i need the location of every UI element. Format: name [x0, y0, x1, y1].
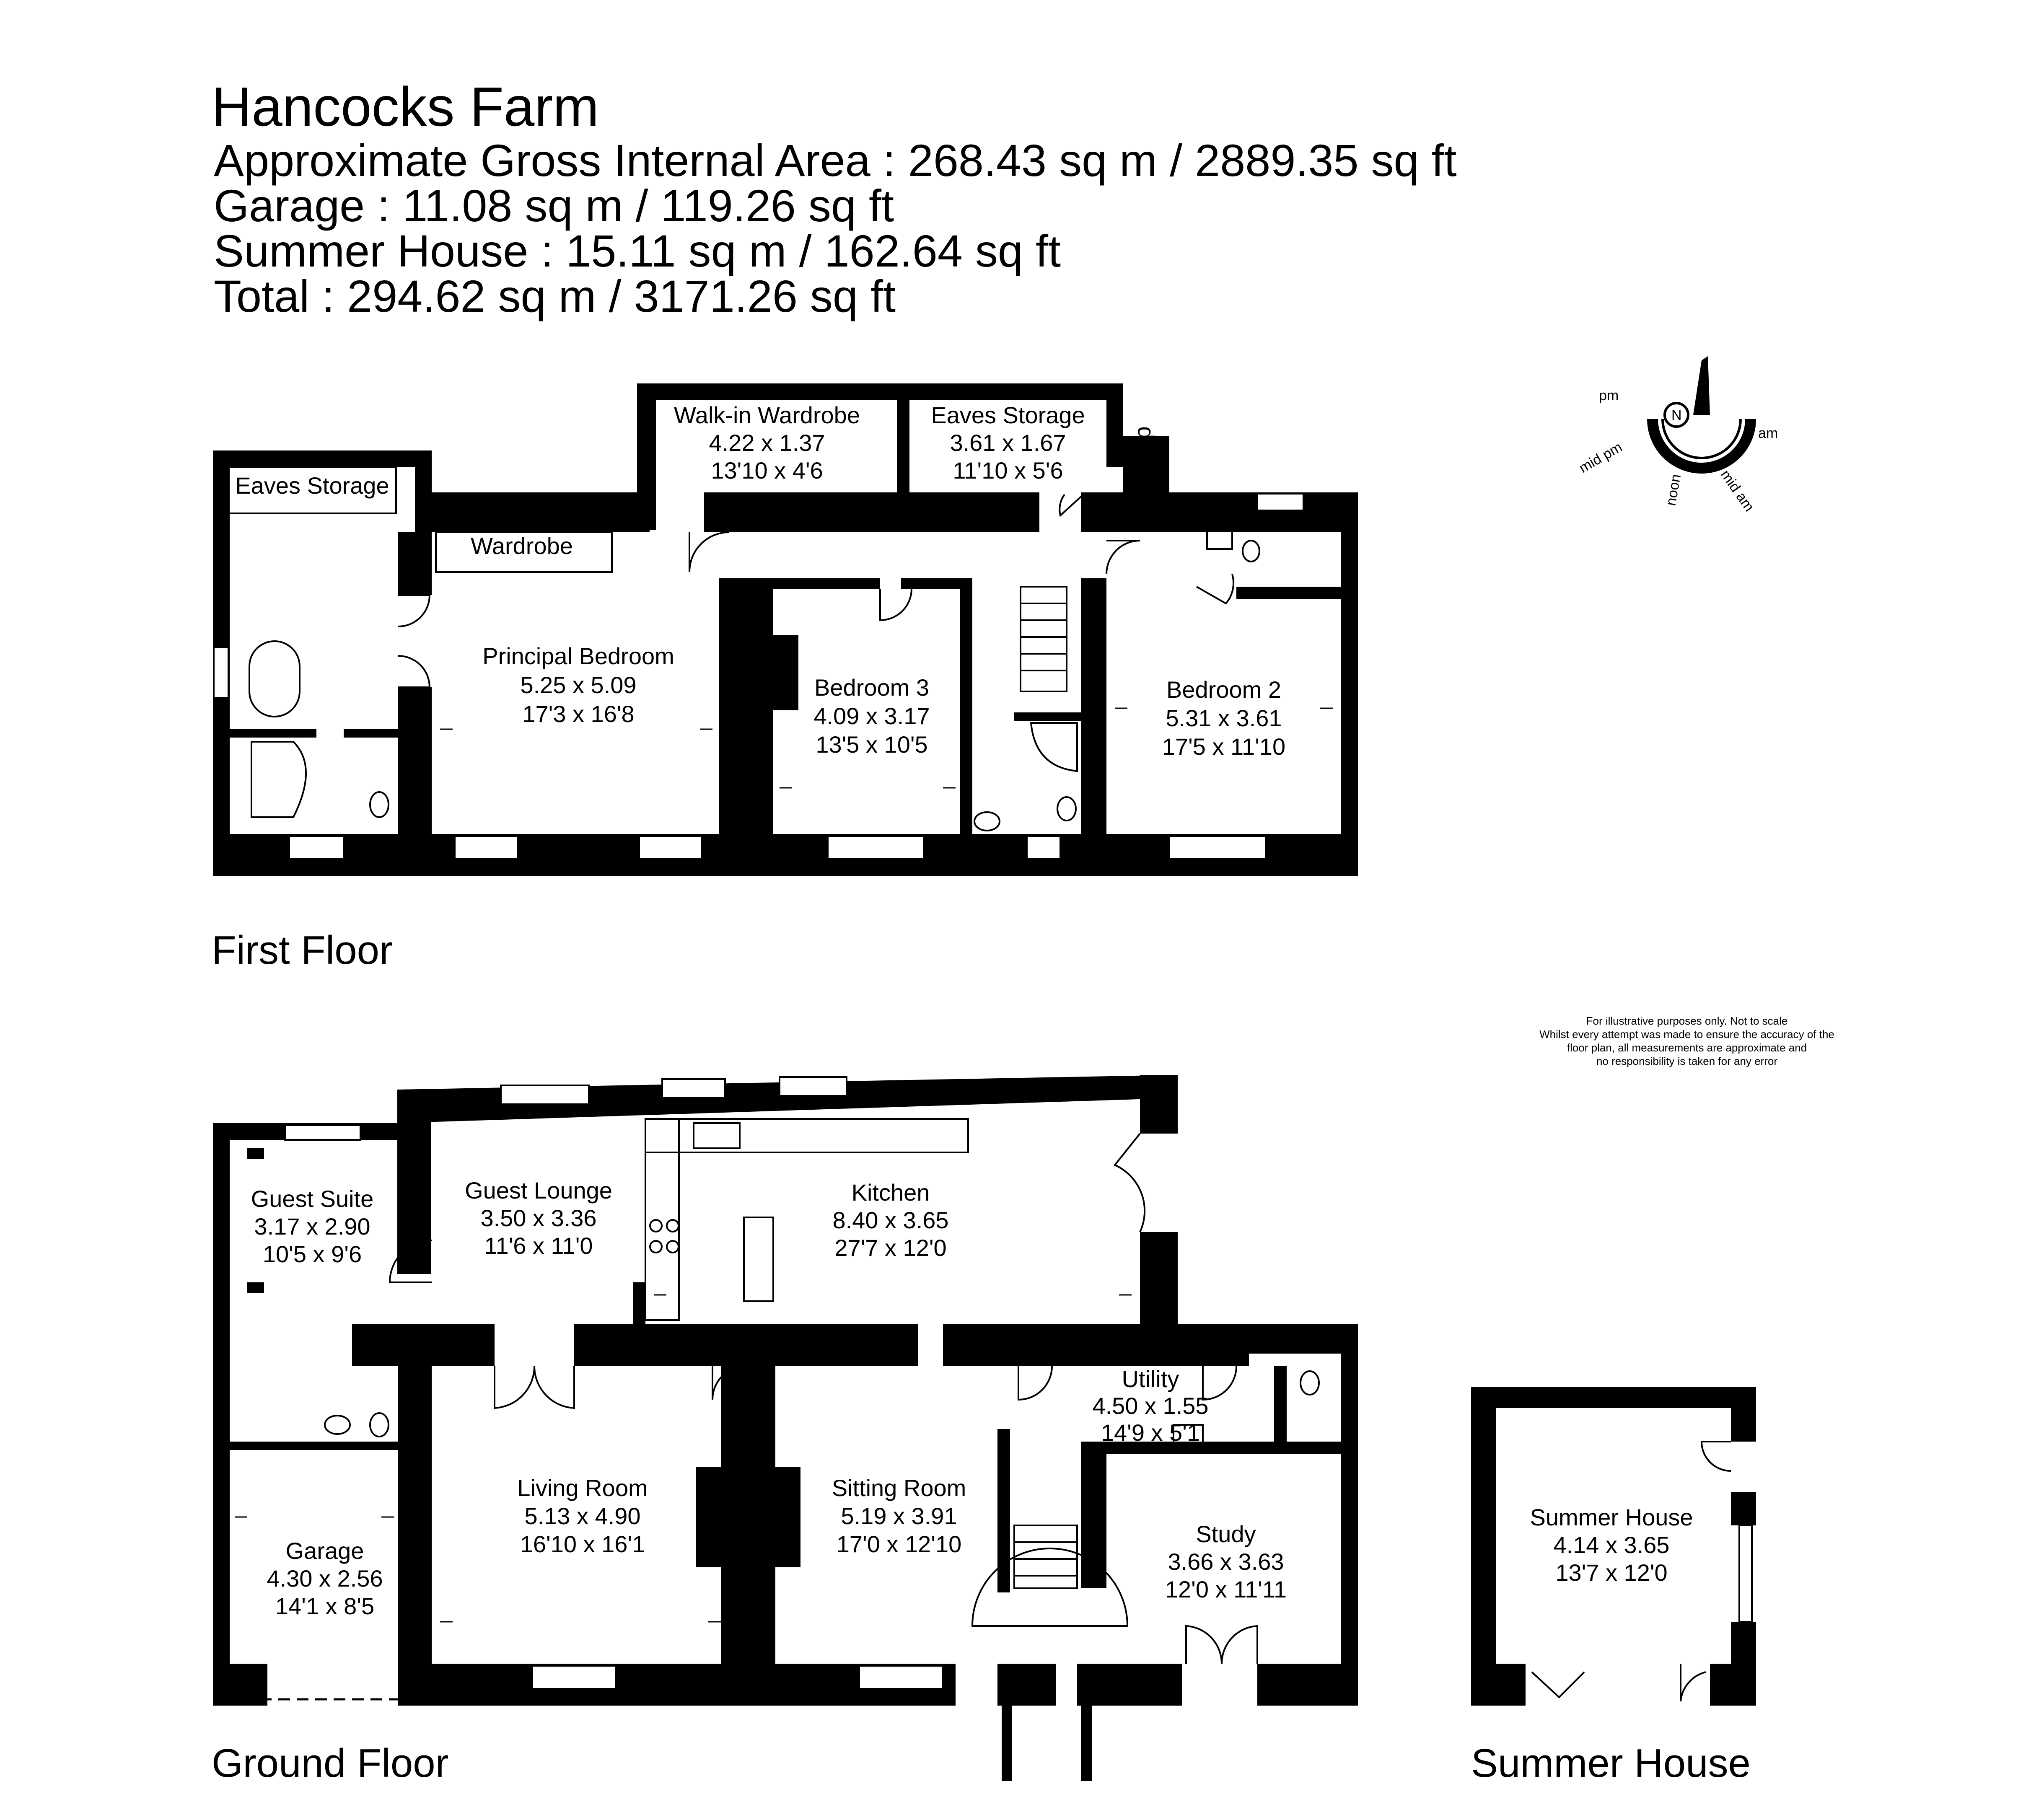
- compass-mid-am-label: mid am: [1717, 467, 1757, 515]
- gf-wall-lounge-east: [633, 1282, 645, 1328]
- ff-bedroom-3-name: Bedroom 3: [814, 674, 929, 701]
- ff-eaves-storage-top-name: Eaves Storage: [931, 402, 1085, 428]
- ff-wall-bed2-west: [1081, 578, 1106, 838]
- gf-study-name: Study: [1196, 1521, 1256, 1547]
- gf-kitchen-imperial: 27'7 x 12'0: [834, 1235, 947, 1261]
- ff-door-eaves: [1060, 494, 1083, 515]
- ff-toilet-icon: [370, 792, 389, 817]
- gf-window-suite: [285, 1125, 360, 1140]
- ff-walk-in-wardrobe-metric: 4.22 x 1.37: [709, 430, 825, 456]
- gf-door-study-a: [1186, 1626, 1222, 1664]
- gf-wall-study-west: [1081, 1442, 1106, 1588]
- gf-utility-metric: 4.50 x 1.55: [1092, 1393, 1209, 1419]
- gf-wall-living-top-c: [943, 1324, 1249, 1366]
- first-floor-plan: [212, 383, 1358, 973]
- gf-wall-chimney-top: [721, 1366, 775, 1412]
- ff-door-bath-b: [398, 656, 430, 687]
- sh-window-east: [1739, 1525, 1752, 1622]
- gf-utility-imperial: 14'9 x 5'1: [1101, 1419, 1200, 1446]
- ff-bedroom-2-metric: 5.31 x 3.61: [1166, 705, 1282, 731]
- ff-window-2: [455, 836, 518, 859]
- ff-basin-icon: [974, 812, 1000, 831]
- gf-window-kitchen-2: [780, 1077, 847, 1096]
- gf-utility-name: Utility: [1122, 1366, 1179, 1392]
- ff-cup-name: Cup: [1129, 426, 1155, 469]
- ff-window-6: [1169, 836, 1266, 859]
- ff-wall-bath-lower: [398, 687, 432, 838]
- gf-window-kitchen-1: [662, 1079, 725, 1098]
- property-title: Hancocks Farm: [212, 76, 599, 137]
- ground-floor-plan: [212, 1075, 1358, 1786]
- hob-ring-icon-1: [650, 1220, 662, 1232]
- gf-window-sitting: [859, 1666, 943, 1689]
- ff-wall-east: [1341, 492, 1358, 876]
- gf-guest-lounge-metric: 3.50 x 3.36: [480, 1205, 597, 1231]
- gf-guest-suite-metric: 3.17 x 2.90: [254, 1213, 370, 1240]
- ff-wall-ensuite-bottom: [1236, 587, 1341, 599]
- gf-wall-lounge-west: [397, 1098, 431, 1274]
- disclaimer-line-4: no responsibility is taken for any error: [1596, 1055, 1778, 1067]
- gf-wall-utility-ne: [1241, 1324, 1358, 1354]
- gf-wall-east: [1341, 1324, 1358, 1706]
- first-floor-title: First Floor: [212, 928, 393, 973]
- gf-wall-living-top-a: [427, 1324, 495, 1366]
- ff-bedroom-2-name: Bedroom 2: [1166, 676, 1281, 703]
- gf-wall-kitchen-ne: [1140, 1075, 1178, 1134]
- compass-north-label: N: [1671, 407, 1682, 423]
- disclaimer-line-2: Whilst every attempt was made to ensure the accuracy of the: [1539, 1028, 1834, 1041]
- gf-wall-south-5: [1257, 1664, 1358, 1706]
- ff-eaves-storage-top-metric: 3.61 x 1.67: [950, 430, 1066, 456]
- gf-door-kitchen-french: [1115, 1134, 1145, 1232]
- ff-eaves-storage-left-name: Eaves Storage: [235, 472, 389, 499]
- ff-wall-top: [637, 383, 1115, 400]
- sh-door-east: [1702, 1442, 1731, 1471]
- ff-window-3: [639, 836, 702, 859]
- ff-wall-north-west: [415, 492, 650, 532]
- ff-walk-in-wardrobe-name: Walk-in Wardrobe: [674, 402, 860, 428]
- ground-floor-title: Ground Floor: [212, 1741, 449, 1786]
- ff-bedroom-3-imperial: 13'5 x 10'5: [816, 731, 928, 758]
- gf-wall-utility-east: [1274, 1366, 1287, 1450]
- gf-wall-south-3: [997, 1664, 1056, 1706]
- ensuite-toilet-icon: [1243, 541, 1259, 562]
- gf-window-living: [532, 1666, 616, 1689]
- compass-am-label: am: [1758, 425, 1778, 441]
- ff-window-1: [289, 836, 344, 859]
- summer-house-title: Summer House: [1471, 1741, 1751, 1786]
- ff-bedroom-2-imperial: 17'5 x 11'10: [1162, 733, 1286, 760]
- gf-door-study-b: [1222, 1626, 1257, 1664]
- ff-wall-bath-top: [398, 532, 432, 595]
- gf-kitchen-metric: 8.40 x 3.65: [832, 1207, 949, 1233]
- compass-noon-label: noon: [1663, 473, 1684, 507]
- ff-principal-bedroom-imperial: 17'3 x 16'8: [522, 701, 635, 727]
- gf-wall-living-top-b: [574, 1324, 918, 1366]
- bath-tub-icon: [249, 641, 300, 717]
- sh-door-south: [1681, 1664, 1706, 1701]
- ff-wall-wardrobe-west: [637, 383, 656, 530]
- gf-wall-porch-right: [1081, 1706, 1092, 1781]
- sh-wall-east-mid: [1731, 1492, 1756, 1525]
- gf-garage-name: Garage: [285, 1538, 364, 1564]
- ff-wall-store-east: [1106, 383, 1123, 467]
- gf-door-living-b: [534, 1366, 574, 1408]
- sh-bifold-door: [1532, 1672, 1584, 1697]
- ff-wall-bed3-top-a: [719, 578, 880, 589]
- gf-wall-chimney-breast: [696, 1467, 800, 1567]
- ff-principal-bedroom-name: Principal Bedroom: [482, 643, 674, 669]
- sh-wall-north: [1471, 1387, 1756, 1408]
- sh-wall-south-left: [1471, 1664, 1526, 1706]
- hob-ring-icon-4: [667, 1241, 679, 1253]
- corner-shower-icon: [1031, 723, 1077, 771]
- gf-guest-lounge-imperial: 11'6 x 11'0: [484, 1232, 593, 1259]
- kitchen-island-icon: [744, 1217, 773, 1301]
- gf-study-imperial: 12'0 x 11'11: [1165, 1576, 1287, 1603]
- gf-guest-lounge-name: Guest Lounge: [465, 1177, 612, 1204]
- gf-sitting-room-imperial: 17'0 x 12'10: [836, 1531, 962, 1557]
- hob-ring-icon-2: [667, 1220, 679, 1232]
- sh-wall-west: [1471, 1387, 1496, 1706]
- gf-door-utility: [1018, 1366, 1052, 1400]
- compass-needle-icon: [1693, 356, 1710, 415]
- gf-garage-metric: 4.30 x 2.56: [267, 1565, 383, 1592]
- gf-living-room-name: Living Room: [517, 1475, 648, 1501]
- gf-sitting-room-name: Sitting Room: [832, 1475, 966, 1501]
- ff-wall-chimney-breast: [773, 635, 798, 710]
- gf-wall-suite-cup-a: [247, 1148, 264, 1159]
- total-area-line: Total : 294.62 sq m / 3171.26 sq ft: [214, 271, 896, 321]
- kitchen-sink-icon: [694, 1123, 740, 1148]
- disclaimer-line-3: floor plan, all measurements are approximate and: [1567, 1041, 1807, 1054]
- ff-wardrobe-name: Wardrobe: [471, 533, 573, 559]
- ff-window-4: [828, 836, 924, 859]
- garage-area-line: Garage : 11.08 sq m / 119.26 sq ft: [214, 180, 894, 231]
- gf-toilet-icon: [370, 1413, 389, 1437]
- disclaimer-line-1: For illustrative purposes only. Not to scale: [1586, 1015, 1788, 1027]
- gf-sitting-room-metric: 5.19 x 3.91: [841, 1503, 957, 1529]
- sh-room-metric: 4.14 x 3.65: [1553, 1532, 1670, 1558]
- compass-pm-label: pm: [1599, 388, 1619, 404]
- ff-door-bed3: [880, 589, 912, 620]
- gf-wall-garage-east: [398, 1324, 432, 1706]
- ff-door-bed2: [1106, 541, 1140, 574]
- ff-window-ensuite: [1257, 494, 1303, 510]
- ff-door-ensuite: [1197, 574, 1233, 603]
- sh-room-imperial: 13'7 x 12'0: [1555, 1559, 1668, 1586]
- compass-arc: [1655, 419, 1748, 465]
- gf-living-room-imperial: 16'10 x 16'1: [520, 1531, 645, 1557]
- ensuite-basin-icon: [1207, 530, 1232, 549]
- ff-wall-north-mid: [704, 492, 1039, 532]
- gf-wall-suite-bottom: [352, 1324, 402, 1366]
- summer-house-plan: [1471, 1387, 1756, 1786]
- ff-eaves-storage-top-imperial: 11'10 x 5'6: [953, 457, 1063, 484]
- compass-mid-pm-label: mid pm: [1576, 439, 1625, 476]
- gf-guest-suite-name: Guest Suite: [251, 1186, 374, 1212]
- ff-wall-between-stores: [897, 383, 909, 492]
- gf-study-metric: 3.66 x 3.63: [1168, 1548, 1284, 1575]
- gf-wall-suite-cup-b: [247, 1282, 264, 1293]
- gf-guest-suite-imperial: 10'5 x 9'6: [262, 1241, 362, 1267]
- ff-door-landing: [689, 532, 729, 572]
- summer-house-area-line: Summer House : 15.11 sq m / 162.64 sq ft: [214, 225, 1061, 276]
- gf-wall-south-1: [213, 1664, 267, 1706]
- ff-wall-bath-split-b: [344, 729, 398, 738]
- gf-wall-porch-left: [1002, 1706, 1012, 1781]
- stairs-icon: [1021, 587, 1067, 691]
- gf-garage-imperial: 14'1 x 8'5: [275, 1593, 375, 1619]
- shower-bath-icon: [251, 742, 306, 817]
- hob-ring-icon-3: [650, 1241, 662, 1253]
- sh-wall-south-right: [1710, 1664, 1756, 1706]
- ff-door-bath-a: [398, 595, 430, 627]
- gf-wall-west: [213, 1123, 230, 1706]
- gf-door-living-a: [495, 1366, 534, 1408]
- sh-wall-east-top: [1731, 1387, 1756, 1442]
- gf-basin-icon: [325, 1416, 350, 1434]
- gf-wall-garage-top: [230, 1442, 402, 1450]
- gross-area-line: Approximate Gross Internal Area : 268.43 sq m / 2889.35 sq ft: [214, 135, 1457, 186]
- ff-wall-eaves-top: [213, 450, 431, 467]
- ff-window-bath: [214, 647, 228, 698]
- utility-toilet-icon: [1300, 1371, 1319, 1395]
- disclaimer: [1539, 1015, 1834, 1067]
- gf-window-lounge: [501, 1085, 589, 1104]
- ff-wall-chimney: [719, 578, 773, 838]
- ff-ensuite-toilet-icon: [1057, 797, 1076, 821]
- ff-wall-bath-split: [228, 729, 316, 738]
- compass: [1577, 356, 1778, 515]
- ff-window-5: [1027, 836, 1060, 859]
- ff-wall-bed3-east: [960, 578, 972, 838]
- gf-wall-south-4: [1077, 1664, 1182, 1706]
- header: [212, 76, 1457, 321]
- ff-bedroom-3-metric: 4.09 x 3.17: [813, 703, 930, 729]
- gf-living-room-metric: 5.13 x 4.90: [524, 1503, 641, 1529]
- gf-stairs-icon: [1014, 1525, 1077, 1588]
- sh-room-name: Summer House: [1530, 1504, 1693, 1530]
- ff-wall-north-east: [1081, 492, 1358, 532]
- ff-principal-bedroom-metric: 5.25 x 5.09: [520, 672, 637, 698]
- ff-walk-in-wardrobe-imperial: 13'10 x 4'6: [711, 457, 823, 484]
- gf-kitchen-name: Kitchen: [851, 1179, 930, 1206]
